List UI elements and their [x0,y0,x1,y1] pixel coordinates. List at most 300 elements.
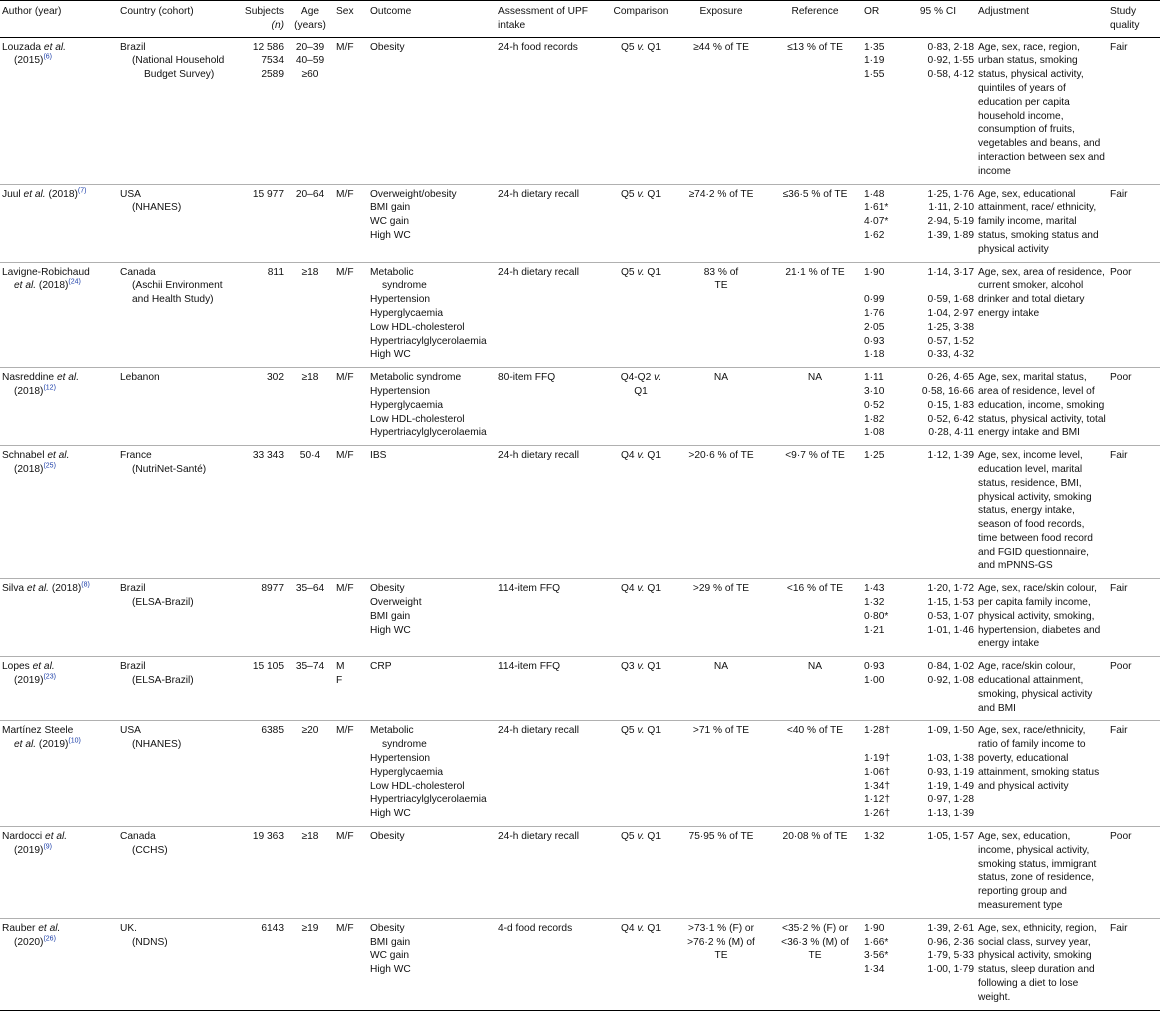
age-cell [286,184,334,262]
sex-cell-line: F [336,675,343,687]
subjects-cell-line: 15 105 [252,661,284,673]
reference-cell [768,657,862,721]
exposure-cell [674,184,768,262]
or-cell-line: 1·11 [864,372,884,384]
or-cell-line: 1·76 [864,307,885,319]
age-cell [286,446,334,579]
author-cell [0,446,118,579]
sex-cell-line: M/F [336,41,354,53]
or-cell-line: 0·52 [864,399,885,411]
outcome-line: Hypertriacylglycerolaemia [370,427,487,439]
ci-cell-line: 1·09, 1·50 [927,725,974,737]
quality-cell [1108,184,1160,262]
comparison-cell [608,446,674,579]
ci-cell [900,918,976,1010]
outcome-line: Hyperglycaemia [370,766,444,778]
exposure-cell [674,657,768,721]
subjects-cell-line: 12 586 [252,41,284,53]
or-cell-line: 1·21 [864,624,885,636]
citation-ref: (7) [77,187,87,195]
header-comparison: Comparison [608,1,674,38]
age-cell [286,368,334,446]
or-cell-line: 1·48 [864,188,885,200]
quality-cell [1108,579,1160,657]
author-line: et al. (2019)$^{(10)}$ [14,737,81,751]
or-cell-line: 1·08 [864,427,885,439]
adjustment-cell [976,918,1108,1010]
reference-cell-line: ≤13 % of TE [787,41,843,53]
or-cell-line: 1·35 [864,41,885,53]
or-cell [862,262,900,368]
reference-cell [768,262,862,368]
or-cell-line: 1·61* [864,202,889,214]
or-cell-line: 1·34† [864,780,891,792]
outcome-line: Obesity [370,831,405,843]
ci-cell-line: 0·58, 16·66 [921,385,974,397]
country-line: Brazil [120,583,146,595]
ci-cell-line [902,738,974,752]
adjustment-text: Age, sex, area of residence, current smoker, alcohol drinker and total dietary energy intake [978,266,1105,319]
quality-cell [1108,446,1160,579]
ci-cell [900,579,976,657]
ci-cell [900,827,976,919]
outcome-line: Obesity [370,41,405,53]
outcome-line: Hypertension [370,753,431,765]
exposure-cell-line: >76·2 % (M) of [687,936,755,948]
author-line: Juul et al. (2018)$^{(7)}$ [2,187,87,200]
or-cell-line: 3·10 [864,385,885,397]
assessment-cell [496,827,608,919]
table-row [0,827,1160,919]
author-cell [0,721,118,827]
sex-cell [334,368,368,446]
reference-cell-line: NA [807,661,823,673]
outcome-line: Hyperglycaemia [370,399,444,411]
ci-cell-line: 0·83, 2·18 [927,41,974,53]
age-cell [286,37,334,184]
age-cell-line: ≥18 [301,266,319,278]
outcome-line: Overweight/obesity [370,188,457,200]
or-cell [862,446,900,579]
comparison-cell-line: Q4 v. Q1 [620,583,661,595]
sex-cell [334,37,368,184]
outcome-line: High WC [370,624,411,636]
citation-ref: (26) [43,935,56,943]
outcome-line: Low HDL-cholesterol [370,413,465,425]
ci-cell-line: 1·14, 3·17 [927,266,974,278]
table-row [0,657,1160,721]
outcome-line: High WC [370,349,411,361]
adjustment-text: Age, sex, race/ethnicity, ratio of family income to poverty, educational attainment, smoking status and physical activity [978,725,1100,792]
country-line: and Health Study) [132,294,214,306]
outcome-line: CRP [370,661,392,673]
citation-ref: (23) [43,673,56,681]
ci-cell-line: 1·04, 2·97 [927,307,974,319]
outcome-line: Obesity [370,583,405,595]
ci-cell-line: 0·96, 2·36 [927,936,974,948]
age-cell-line: ≥18 [301,831,319,843]
author-cell [0,918,118,1010]
assessment-cell-line: 24-h dietary recall [498,266,579,278]
header-ci: 95 % CI [900,1,976,38]
country-line: (CCHS) [132,844,168,856]
table-row [0,184,1160,262]
exposure-cell-line: >71 % of TE [692,725,750,737]
country-line: Lebanon [120,372,160,384]
comparison-cell-line: Q4 v. Q1 [620,450,661,462]
comparison-cell [608,37,674,184]
country-line: (NHANES) [132,739,182,751]
ci-cell-line: 1·03, 1·38 [927,753,974,765]
table-row [0,579,1160,657]
or-cell [862,721,900,827]
quality-text: Poor [1110,266,1132,278]
age-cell-line: ≥18 [301,372,319,384]
or-cell [862,368,900,446]
adjustment-text: Age, sex, education, income, physical activity, smoking status, immigrant status, zone of residence, reporting group and measurement type [978,831,1097,912]
outcome-line: Metabolic [370,725,414,737]
country-line: Canada [120,266,156,278]
subjects-cell-line: 811 [267,266,284,278]
author-line: (2018)$^{(25)}$ [14,462,56,475]
subjects-cell [238,446,286,579]
sex-cell-line: M/F [336,372,354,384]
exposure-cell-line: 83 % of [703,266,739,278]
ci-cell [900,37,976,184]
outcome-cell [368,657,496,721]
subjects-cell-line: 302 [267,372,284,384]
sex-cell [334,446,368,579]
author-cell [0,368,118,446]
or-cell-line: 1·26† [864,808,891,820]
adjustment-cell [976,37,1108,184]
or-cell-line: 1·66* [864,936,889,948]
author-cell [0,657,118,721]
quality-text: Fair [1110,41,1128,53]
table-row [0,721,1160,827]
author-line: Lavigne-Robichaud [2,266,90,278]
or-cell-line: 3·56* [864,950,889,962]
citation-ref: (12) [43,384,56,392]
quality-text: Fair [1110,188,1128,200]
sex-cell [334,918,368,1010]
or-cell-line: 1·25 [864,450,885,462]
or-cell-line: 1·12† [864,794,891,806]
age-cell [286,579,334,657]
adjustment-text: Age, sex, marital status, area of residence, level of education, income, smoking status, physical activity, total energy intake and BMI [978,372,1106,439]
reference-cell [768,368,862,446]
adjustment-text: Age, sex, race, region, urban status, smoking status, physical activity, quintiles of years of education per capita household income, consumption of fruits, vegetables and beans, and interaction between sex and income [978,41,1105,177]
exposure-cell-line: >29 % of TE [692,583,750,595]
comparison-cell-line: Q1 [634,385,648,397]
ci-cell-line: 1·15, 1·53 [927,597,974,609]
table-row [0,262,1160,368]
country-line: Brazil [120,661,146,673]
exposure-cell-line: >73·1 % (F) or [688,922,754,934]
assessment-cell [496,446,608,579]
outcome-cell [368,827,496,919]
outcome-line: WC gain [370,950,410,962]
table-row [0,446,1160,579]
outcome-line: High WC [370,229,411,241]
exposure-cell-line: >20·6 % of TE [688,450,754,462]
age-cell-line: ≥60 [301,69,319,81]
outcome-cell [368,446,496,579]
country-line: Brazil [120,41,146,53]
age-cell-line: 40–59 [295,55,325,67]
header-quality: Study quality [1108,1,1160,38]
ci-cell-line [902,279,974,293]
exposure-cell [674,262,768,368]
ci-cell-line: 1·39, 1·89 [927,229,974,241]
outcome-line: syndrome [382,280,427,292]
age-cell [286,657,334,721]
or-cell [862,918,900,1010]
or-cell [862,184,900,262]
subjects-cell [238,657,286,721]
comparison-cell [608,579,674,657]
country-cell [118,184,238,262]
outcome-line: High WC [370,964,411,976]
exposure-cell [674,579,768,657]
or-cell-line: 4·07* [864,216,889,228]
sex-cell-line: M/F [336,922,354,934]
outcome-line: WC gain [370,216,410,228]
adjustment-cell [976,368,1108,446]
comparison-cell [608,721,674,827]
or-cell-line: 1·90 [864,922,885,934]
ci-cell-line: 0·84, 1·02 [927,661,974,673]
ci-cell-line: 1·39, 2·61 [927,922,974,934]
header-subjects: Subjects (n) [238,1,286,38]
outcome-cell [368,37,496,184]
reference-cell-line: 21·1 % of TE [785,266,845,278]
adjustment-text: Age, sex, educational attainment, race/ ethnicity, family income, marital status, smoking status and physical activity [978,188,1099,255]
age-cell-line: ≥19 [301,922,319,934]
ci-cell [900,657,976,721]
or-cell-line: 1·90 [864,266,885,278]
ci-cell [900,368,976,446]
author-line: Lopes et al. [2,661,55,673]
age-cell-line: 20–64 [295,188,325,200]
sex-cell [334,827,368,919]
author-line: Schnabel et al. [2,450,70,462]
subjects-cell [238,827,286,919]
exposure-cell-line: NA [713,372,729,384]
ci-cell-line: 1·12, 1·39 [927,450,974,462]
author-line: (2015)$^{(6)}$ [14,54,53,67]
header-adjustment: Adjustment [976,1,1108,38]
header-outcome: Outcome [368,1,496,38]
country-cell [118,827,238,919]
outcome-line: Hypertriacylglycerolaemia [370,794,487,806]
sex-cell [334,579,368,657]
header-sex: Sex [334,1,368,38]
quality-cell [1108,918,1160,1010]
citation-ref: (24) [68,278,81,286]
assessment-cell-line: 24-h food records [498,41,578,53]
comparison-cell-line: Q4-Q2 v. [620,372,662,384]
country-line: France [120,450,152,462]
author-line: (2020)$^{(26)}$ [14,935,56,948]
quality-text: Poor [1110,661,1132,673]
outcome-line: Hyperglycaemia [370,307,444,319]
reference-cell-line: <36·3 % (M) of [781,936,849,948]
citation-ref: (9) [43,843,53,851]
subjects-cell [238,184,286,262]
citation-ref: (6) [43,54,53,61]
reference-cell [768,37,862,184]
or-cell [862,579,900,657]
adjustment-cell [976,262,1108,368]
assessment-cell [496,184,608,262]
reference-cell-line: <16 % of TE [786,583,844,595]
country-line: (ELSA-Brazil) [132,675,194,687]
ci-cell-line: 0·57, 1·52 [927,335,974,347]
exposure-cell-line: ≥74·2 % of TE [688,188,754,200]
or-cell-line: 1·06† [864,766,891,778]
sex-cell-line: M/F [336,725,354,737]
or-cell-line: 1·34 [864,964,885,976]
reference-cell-line: ≤36·5 % of TE [782,188,848,200]
exposure-cell-line: 75·95 % of TE [688,831,754,843]
ci-cell-line: 0·92, 1·08 [927,675,974,687]
author-cell [0,827,118,919]
quality-cell [1108,368,1160,446]
author-line: Martínez Steele [2,725,74,737]
ci-cell-line: 0·53, 1·07 [927,610,974,622]
sex-cell [334,184,368,262]
ci-cell-line: 0·59, 1·68 [927,294,974,306]
author-line: Nasreddine et al. [2,372,80,384]
reference-cell [768,579,862,657]
age-cell [286,918,334,1010]
author-line: Louzada et al. [2,41,67,53]
exposure-cell [674,918,768,1010]
country-cell [118,368,238,446]
age-cell [286,827,334,919]
or-cell-line: 1·43 [864,583,885,595]
adjustment-cell [976,446,1108,579]
sex-cell-line: M/F [336,583,354,595]
assessment-cell [496,37,608,184]
author-line: Rauber et al. [2,922,61,934]
assessment-cell [496,657,608,721]
country-cell [118,657,238,721]
country-line: (ELSA-Brazil) [132,597,194,609]
header-author: Author (year) [0,1,118,38]
adjustment-cell [976,657,1108,721]
ci-cell-line: 2·94, 5·19 [927,216,974,228]
outcome-line: Hypertension [370,294,431,306]
ci-cell [900,184,976,262]
or-cell-line: 1·19† [864,753,891,765]
assessment-cell [496,579,608,657]
age-cell-line: ≥20 [301,725,319,737]
quality-text: Fair [1110,583,1128,595]
age-cell [286,262,334,368]
ci-cell [900,721,976,827]
subjects-cell-line: 2589 [261,69,284,81]
exposure-cell [674,37,768,184]
or-cell-line [864,738,898,752]
country-cell [118,721,238,827]
exposure-cell-line: ≥44 % of TE [693,41,749,53]
assessment-cell-line: 24-h dietary recall [498,725,579,737]
outcome-line: Metabolic [370,266,414,278]
exposure-cell [674,446,768,579]
subjects-cell [238,368,286,446]
country-cell [118,262,238,368]
ci-cell-line: 1·01, 1·46 [927,624,974,636]
author-line: Nardocci et al. [2,831,68,843]
assessment-cell-line: 80-item FFQ [498,372,556,384]
outcome-line: Hypertension [370,385,431,397]
age-cell-line: 35–74 [295,661,325,673]
sex-cell [334,721,368,827]
country-line: Canada [120,831,156,843]
ci-cell-line: 1·25, 3·38 [927,321,974,333]
country-line: USA [120,725,141,737]
reference-cell [768,721,862,827]
country-line: Budget Survey) [144,69,215,81]
ci-cell-line: 0·15, 1·83 [927,399,974,411]
reference-cell-line: NA [807,372,823,384]
comparison-cell-line: Q5 v. Q1 [620,41,661,53]
country-cell [118,37,238,184]
header-country: Country (cohort) [118,1,238,38]
reference-cell-line: TE [808,950,822,962]
comparison-cell [608,368,674,446]
age-cell-line: 20–39 [295,41,325,53]
subjects-cell-line: 8977 [261,583,284,595]
or-cell-line: 1·00 [864,675,885,687]
outcome-cell [368,918,496,1010]
ci-cell-line: 1·79, 5·33 [927,950,974,962]
header-assessment: Assessment of UPF intake [496,1,608,38]
or-cell-line: 1·18 [864,349,885,361]
country-line: USA [120,188,141,200]
subjects-cell [238,721,286,827]
outcome-line: IBS [370,450,387,462]
subjects-cell-line: 19 363 [252,831,284,843]
exposure-cell [674,827,768,919]
comparison-cell-line: Q5 v. Q1 [620,266,661,278]
author-cell [0,579,118,657]
age-cell [286,721,334,827]
author-cell [0,184,118,262]
or-cell-line: 1·55 [864,69,885,81]
ci-cell-line: 1·19, 1·49 [927,780,974,792]
subjects-cell-line: 33 343 [252,450,284,462]
subjects-cell [238,579,286,657]
adjustment-cell [976,721,1108,827]
subjects-cell-line: 6143 [261,922,284,934]
quality-cell [1108,657,1160,721]
quality-cell [1108,37,1160,184]
assessment-cell-line: 24-h dietary recall [498,188,579,200]
sex-cell-line: M/F [336,188,354,200]
author-line: (2018)$^{(12)}$ [14,384,56,397]
sex-cell-line: M/F [336,266,354,278]
ci-cell-line: 1·00, 1·79 [927,964,974,976]
or-cell-line: 1·32 [864,597,885,609]
reference-cell [768,918,862,1010]
reference-cell [768,446,862,579]
comparison-cell [608,184,674,262]
comparison-cell-line: Q3 v. Q1 [620,661,661,673]
header-exposure: Exposure [674,1,768,38]
